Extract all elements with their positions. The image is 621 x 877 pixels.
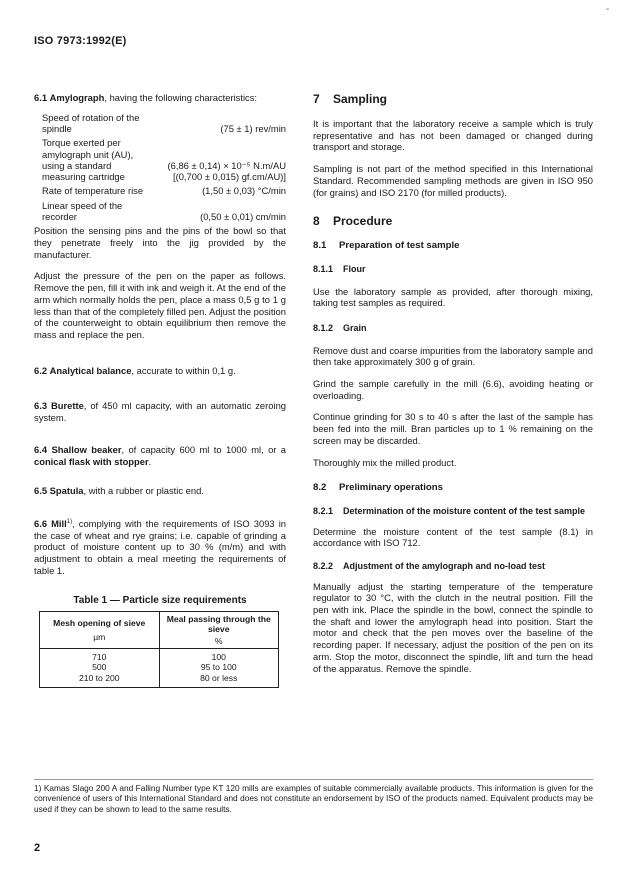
paragraph-flour: Use the laboratory sample as provided, after thorough mixing, taking test samples as required.: [313, 285, 593, 309]
section-title: Preparation of test sample: [339, 240, 460, 252]
left-column: [34, 92, 286, 688]
section-number: 8.2.1: [313, 506, 334, 517]
section-title: Sampling: [333, 92, 388, 106]
section-title: Preliminary operations: [339, 482, 443, 494]
section-title: Procedure: [333, 214, 393, 229]
spec-label: Speed of rotation of the spindle: [42, 111, 140, 134]
section-number: 8.2.2: [313, 561, 334, 572]
clause-6-4: [34, 444, 286, 467]
section-number: 8.1: [313, 240, 327, 252]
footnote: [34, 779, 593, 814]
header-label: Mesh opening of sieve: [53, 617, 146, 628]
paragraph-position-pins: Position the sensing pins and the pins of the bowl so that they penetrate freely into the jig provided by the manufacturer.: [34, 225, 286, 260]
clause-title-alt: conical flask with stopper: [34, 455, 149, 467]
section-number: 8.1.2: [313, 323, 334, 334]
subsection-8-1-1-heading: [313, 264, 593, 276]
section-7-heading: [313, 92, 593, 106]
particle-size-table: [39, 611, 279, 689]
subsection-8-1-2-heading: [313, 323, 593, 335]
subsection-8-2-1-heading: [313, 506, 593, 518]
clause-text-end: .: [148, 455, 152, 467]
right-column: [313, 92, 593, 674]
clause-text: , of 450 ml capacity, with an automatic zeroing system.: [34, 400, 286, 424]
clause-number: 6.5: [34, 485, 48, 497]
spec-value-alt: [(0,700 ± 0,015) gf.cm/AU)]: [172, 171, 286, 183]
table-header-mesh: [40, 611, 160, 648]
paragraph-adjust-pen: Adjust the pressure of the pen on the paper as follows. Remove the pen, fill it with ink and weigh it. At the end of the arm which normally holds the pen, place a mass 0,5 g to 1 g less than that of the completely filled pen. Adjust the position of the counterweight to obtain equilibrium then remove the mass and replace the pen.: [34, 270, 286, 340]
spec-label: Rate of temperature rise: [42, 185, 144, 197]
paragraph-grain-4: Thoroughly mix the milled product.: [313, 456, 457, 468]
section-number: 7: [313, 92, 320, 106]
section-number: 8: [313, 214, 320, 229]
clause-title: Burette: [50, 400, 84, 412]
spec-row: [42, 200, 286, 223]
table-cell-meal: [159, 648, 279, 688]
subsection-8-1-heading: [313, 240, 593, 252]
table-header-meal: [159, 611, 279, 648]
table-cell-mesh: [40, 648, 160, 688]
cell-value: 710: [92, 651, 107, 662]
spec-value: (0,50 ± 0,01) cm/min: [200, 211, 286, 223]
section-title: Grain: [343, 323, 367, 334]
section-title: Flour: [343, 264, 366, 275]
section-number: 8.2: [313, 482, 327, 494]
paragraph-grain-1: Remove dust and coarse impurities from the laboratory sample and then take approximately 300 g of grain.: [313, 344, 593, 368]
clause-number: 6.1: [34, 92, 48, 103]
paragraph-sampling-2: Sampling is not part of the method specified in this International Standard. Recommended sampling methods are given in ISO 950 (for grains) and ISO 2170 (for milled products).: [313, 163, 593, 198]
spec-row: [42, 112, 286, 135]
header-unit: µm: [93, 631, 106, 642]
paragraph-moisture: Determine the moisture content of the test sample (8.1) in accordance with ISO 712.: [313, 525, 593, 549]
document-header: ISO 7973:1992(E): [34, 35, 127, 47]
clause-text: , with a rubber or plastic end.: [83, 485, 204, 497]
subsection-8-2-heading: [313, 482, 593, 494]
spec-label: Linear speed of the recorder: [42, 199, 123, 223]
spec-row: [42, 185, 286, 196]
section-8-heading: [313, 214, 593, 228]
page-number: 2: [34, 842, 41, 854]
clause-title: Mill: [51, 518, 67, 530]
spec-row: [42, 137, 286, 182]
amylograph-spec-list: [42, 112, 286, 223]
clause-6-1: [34, 92, 286, 104]
clause-text: , of capacity 600 ml to 1000 ml, or a: [121, 443, 287, 455]
clause-number: 6.6: [34, 518, 48, 530]
spec-value: (75 ± 1) rev/min: [220, 123, 286, 134]
subsection-8-2-2-heading: [313, 561, 593, 573]
clause-number: 6.2: [34, 364, 48, 376]
clause-6-3: [34, 400, 286, 423]
clause-text: , complying with the requirements of ISO 3093 in the case of wheat and rye grains; i.e. capable of grinding a product of moisture content up to 30 % (m/m) and with adjustment to obtain a meal meeting the requirements of table 1.: [34, 518, 287, 576]
paragraph-adjustment: Manually adjust the starting temperature of the temperature regulator to 30 °C, with the clutch in the neutral position. Fill the pen with ink. Place the spindle in the bowl, connect the spindle to the shaft and lower the amylograph head into position. Start the motor and check that the pen moves over the baseline of the recording paper. If necessary, adjust the position of the pen on its arm. Stop the motor, disconnect the spindle, lift and turn the head of the apparatus. Remove the spindle.: [313, 580, 593, 674]
spec-value: (1,50 ± 0,03) °C/min: [202, 185, 286, 197]
cell-value: 500: [92, 662, 107, 673]
table-row: [40, 648, 279, 688]
header-unit: %: [214, 635, 223, 646]
spec-label: Torque exerted per amylograph unit (AU), using a standard measuring cartridge: [42, 137, 134, 183]
table-caption: Table 1 — Particle size requirements: [73, 594, 247, 606]
spec-value: [168, 160, 286, 183]
clause-6-5: [34, 485, 286, 497]
footnote-ref: 1): [66, 518, 73, 525]
cell-value: 95 to 100: [200, 662, 237, 673]
clause-text: , having the following characteristics:: [104, 92, 258, 103]
corner-mark: -: [606, 4, 610, 15]
paragraph-grain-2: Grind the sample carefully in the mill (6.6), avoiding heating or overloading.: [313, 378, 593, 401]
clause-title: Amylograph: [49, 92, 105, 103]
section-title: Adjustment of the amylograph and no-load test: [343, 561, 546, 572]
cell-value: 210 to 200: [78, 672, 120, 683]
clause-title: Shallow beaker: [51, 443, 122, 455]
clause-title: Spatula: [49, 485, 84, 497]
section-title: Determination of the moisture content of the test sample: [343, 506, 586, 517]
header-label: Meal passing through the sieve: [166, 613, 271, 634]
spec-value-si: (6,86 ± 0,14) × 10⁻⁵ N.m/AU: [167, 159, 286, 171]
paragraph-grain-3: Continue grinding for 30 s to 40 s after the last of the sample has been fed into the mill. Bran particles up to 1 % remaining on the screen may be discarded.: [313, 411, 593, 446]
paragraph-sampling-1: It is important that the laboratory receive a sample which is truly representative and has not been damaged or changed during transport and storage.: [313, 118, 593, 153]
clause-number: 6.4: [34, 443, 48, 455]
clause-text: , accurate to within 0,1 g.: [131, 364, 236, 376]
footnote-text: 1) Kamas Slago 200 A and Falling Number type KT 120 mills are examples of suitable commercially available products. This information is given for the convenience of users of this International Standard and does not constitute an endorsement by ISO of the products named. Equivalent products may be used if they can be shown to lead to the same results.: [34, 783, 593, 814]
clause-number: 6.3: [34, 400, 48, 412]
clause-6-2: [34, 365, 286, 377]
cell-value: 100: [211, 651, 226, 662]
cell-value: 80 or less: [200, 672, 238, 683]
section-number: 8.1.1: [313, 264, 334, 275]
clause-title: Analytical balance: [49, 364, 132, 376]
clause-6-6: [34, 517, 286, 577]
